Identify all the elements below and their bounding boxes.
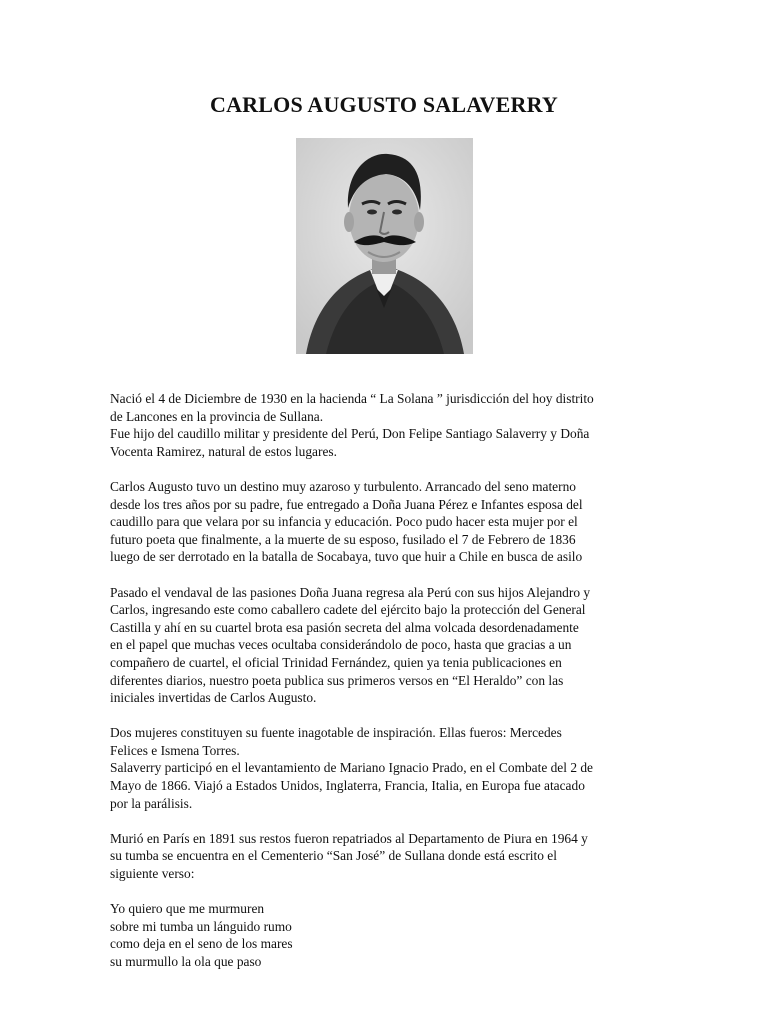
paragraph [110,724,662,812]
text-line: Vocenta Ramirez, natural de estos lugares. [110,443,337,459]
paragraph [110,390,662,460]
text-line: Salaverry participó en el levantamiento de Mariano Ignacio Prado, en el Combate del 2 de [110,760,594,776]
text-line: iniciales invertidas de Carlos Augusto. [110,690,317,706]
verse-line: Yo quiero que me murmuren [110,901,265,917]
verse-line: sobre mi tumba un lánguido rumo [110,918,292,934]
text-line: Fue hijo del caudillo militar y presidente del Perú, Don Felipe Santiago Salaverry y Doña [110,426,590,442]
text-line: Murió en París en 1891 sus restos fueron repatriados al Departamento de Piura en 1964 y [110,830,588,846]
text-line: Dos mujeres constituyen su fuente inagotable de inspiración. Ellas fueros: Mercedes [110,725,562,741]
paragraph [110,478,662,566]
paragraph [110,584,662,707]
text-line: compañero de cuartel, el oficial Trinidad Fernández, quien ya tenia publicaciones en [110,654,562,670]
text-line: caudillo para que velara por su infancia y educación. Poco pudo hacer esta mujer por el [110,514,578,530]
text-line: siguiente verso: [110,866,195,882]
text-line: en el papel que muchas veces ocultaba considerándolo de poco, hasta que gracias a un [110,637,572,653]
text-line: Pasado el vendaval de las pasiones Doña Juana regresa ala Perú con sus hijos Alejandro y [110,584,591,600]
paragraph [110,830,662,883]
text-line: de Lancones en la provincia de Sullana. [110,408,324,424]
verse-line: su murmullo la ola que paso [110,954,262,969]
text-line: su tumba se encuentra en el Cementerio “San José” de Sullana donde está escrito el [110,848,557,864]
portrait-photo [296,138,473,354]
text-line: Mayo de 1866. Viajó a Estados Unidos, Inglaterra, Francia, Italia, en Europa fue atacado [110,778,585,794]
text-line: por la parálisis. [110,795,193,811]
text-line: luego de ser derrotado en la batalla de Socabaya, tuvo que huir a Chile en busca de asilo [110,549,583,565]
verse-line: como deja en el seno de los mares [110,936,293,952]
text-line: Nació el 4 de Diciembre de 1930 en la hacienda “ La Solana ” jurisdicción del hoy distrito [110,391,594,406]
epitaph-verse [110,900,662,970]
text-line: futuro poeta que finalmente, a la muerte de su esposo, fusilado el 7 de Febrero de 1836 [110,531,576,547]
page-title: CARLOS AUGUSTO SALAVERRY [210,92,558,117]
text-line: Castilla y ahí en su cuartel brota esa pasión secreta del alma volcada desordenadamente [110,619,579,635]
text-line: Carlos, ingresando este como caballero cadete del ejército bajo la protección del General [110,602,586,618]
text-line: desde los tres años por su padre, fue entregado a Doña Juana Pérez e Infantes esposa del [110,496,583,512]
text-line: Carlos Augusto tuvo un destino muy azaroso y turbulento. Arrancado del seno materno [110,478,576,494]
text-line: Felices e Ismena Torres. [110,742,240,758]
portrait-photo-icon [296,138,473,354]
text-line: diferentes diarios, nuestro poeta publica sus primeros versos en “El Heraldo” con las [110,672,564,688]
body-text [110,390,662,971]
